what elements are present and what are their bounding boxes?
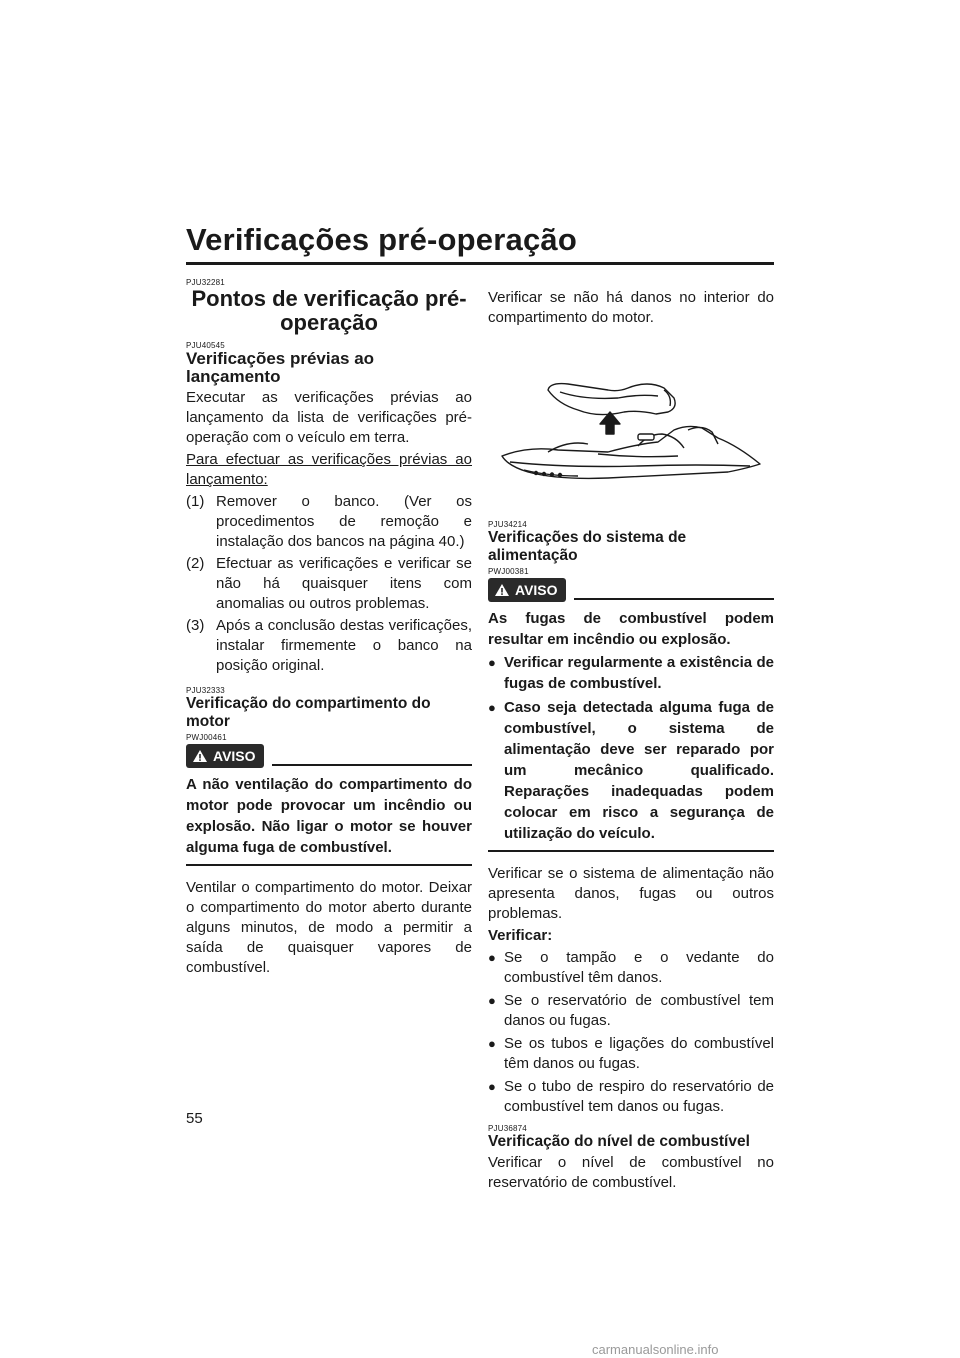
bullet-icon: ● [488,655,496,670]
right-column [488,288,774,1195]
warning-bullets [488,652,774,844]
verify-label: Verificar: [488,927,553,944]
watercraft-illustration [488,338,774,498]
warning-code: PWJ00461 [186,733,227,742]
warning-end-rule [186,864,472,866]
list-item: ● Se o reservatório de combustível tem danos ou fugas. [488,992,774,1029]
prelaunch-heading: Verificações prévias ao lançamento [186,349,375,386]
fuel-level-heading: Verificação do nível de combustível [488,1133,750,1150]
warning-triangle-icon [192,749,208,763]
check-compartment-text: Verificar se não há danos no interior do compartimento do motor. [488,289,774,326]
bullet-icon: ● [488,1036,496,1051]
fuel-level-text: Verificar o nível de combustível no reservatório de combustível. [488,1154,774,1191]
warning-text: As fugas de combustível podem resultar em incêndio ou explosão. ● Verificar regularmente a existência de fugas de combustível. ● Caso seja detectada alguma fuga de combustível, o sistema de alimentação deve ser reparado por um mecânico qualificado. Reparações inadequadas podem colocar em risco a segurança de utilização do veículo. [488,610,774,842]
fuel-system-text: Verificar se o sistema de alimentação não apresenta danos, fugas ou outros problemas. [488,865,774,922]
list-item: (3) Após a conclusão destas verificações, instalar firmemente o banco na posição original. [186,617,472,674]
page-title: Verificações pré-operação [186,222,577,257]
section-code: PJU36874 [488,1124,527,1133]
prelaunch-intro: Executar as verificações prévias ao lançamento da lista de verificações pré-operação com o veículo em terra. [186,389,472,446]
warning-badge: AVISO [186,744,264,768]
list-item: ● Verificar regularmente a existência de fugas de combustível. [488,654,774,692]
warning-bar [488,578,774,602]
section-code: PJU40545 [186,341,225,350]
section-code: PJU32333 [186,686,225,695]
jet-ski-seat-removal-image [488,338,774,498]
bullet-icon: ● [488,950,496,965]
steps-list [186,492,472,676]
list-item: ● Se os tubos e ligações do combustível têm danos ou fugas. [488,1035,774,1072]
list-item: ● Se o tampão e o vedante do combustível têm danos. [488,949,774,986]
section-code: PJU32281 [186,278,225,287]
warning-triangle-icon [494,583,510,597]
list-item: (1) Remover o banco. (Ver os procedimentos de remoção e instalação dos bancos na página 40.) [186,493,472,550]
bullet-icon: ● [488,993,496,1008]
engine-compartment-heading: Verificação do compartimento do motor [186,695,431,730]
warning-code: PWJ00381 [488,567,529,576]
section-code: PJU34214 [488,520,527,529]
warning-text: A não ventilação do compartimento do motor pode provocar um incêndio ou explosão. Não ligar o motor se houver alguma fuga de combustível. [186,776,472,856]
verify-list [488,948,774,1117]
page-number: 55 [186,1110,203,1127]
watermark: carmanualsonline.info [592,1342,719,1357]
list-item: ● Se o tubo de respiro do reservatório de combustível tem danos ou fugas. [488,1078,774,1115]
warning-bar [186,744,472,768]
fuel-system-heading: Verificações do sistema de alimentação [488,529,687,564]
list-item: ● Caso seja detectada alguma fuga de combustível, o sistema de alimentação deve ser reparado por um mecânico qualificado. Reparações inadequadas podem colocar em risco a segurança de utilização do veículo. [488,699,774,842]
warning-end-rule [488,850,774,852]
main-heading: Pontos de verificação pré-operação [191,286,467,335]
bullet-icon: ● [488,700,496,715]
warning-badge: AVISO [488,578,566,602]
header-rule [186,262,774,265]
left-column [186,278,472,980]
bullet-icon: ● [488,1079,496,1094]
steps-intro: Para efectuar as verificações prévias ao lançamento: [186,451,472,488]
ventilate-text: Ventilar o compartimento do motor. Deixar o compartimento do motor aberto durante alguns minutos, de modo a permitir a saída de quaisquer vapores de combustível. [186,879,472,976]
list-item: (2) Efectuar as verificações e verificar se não há quaisquer itens com anomalias ou outros problemas. [186,555,472,612]
